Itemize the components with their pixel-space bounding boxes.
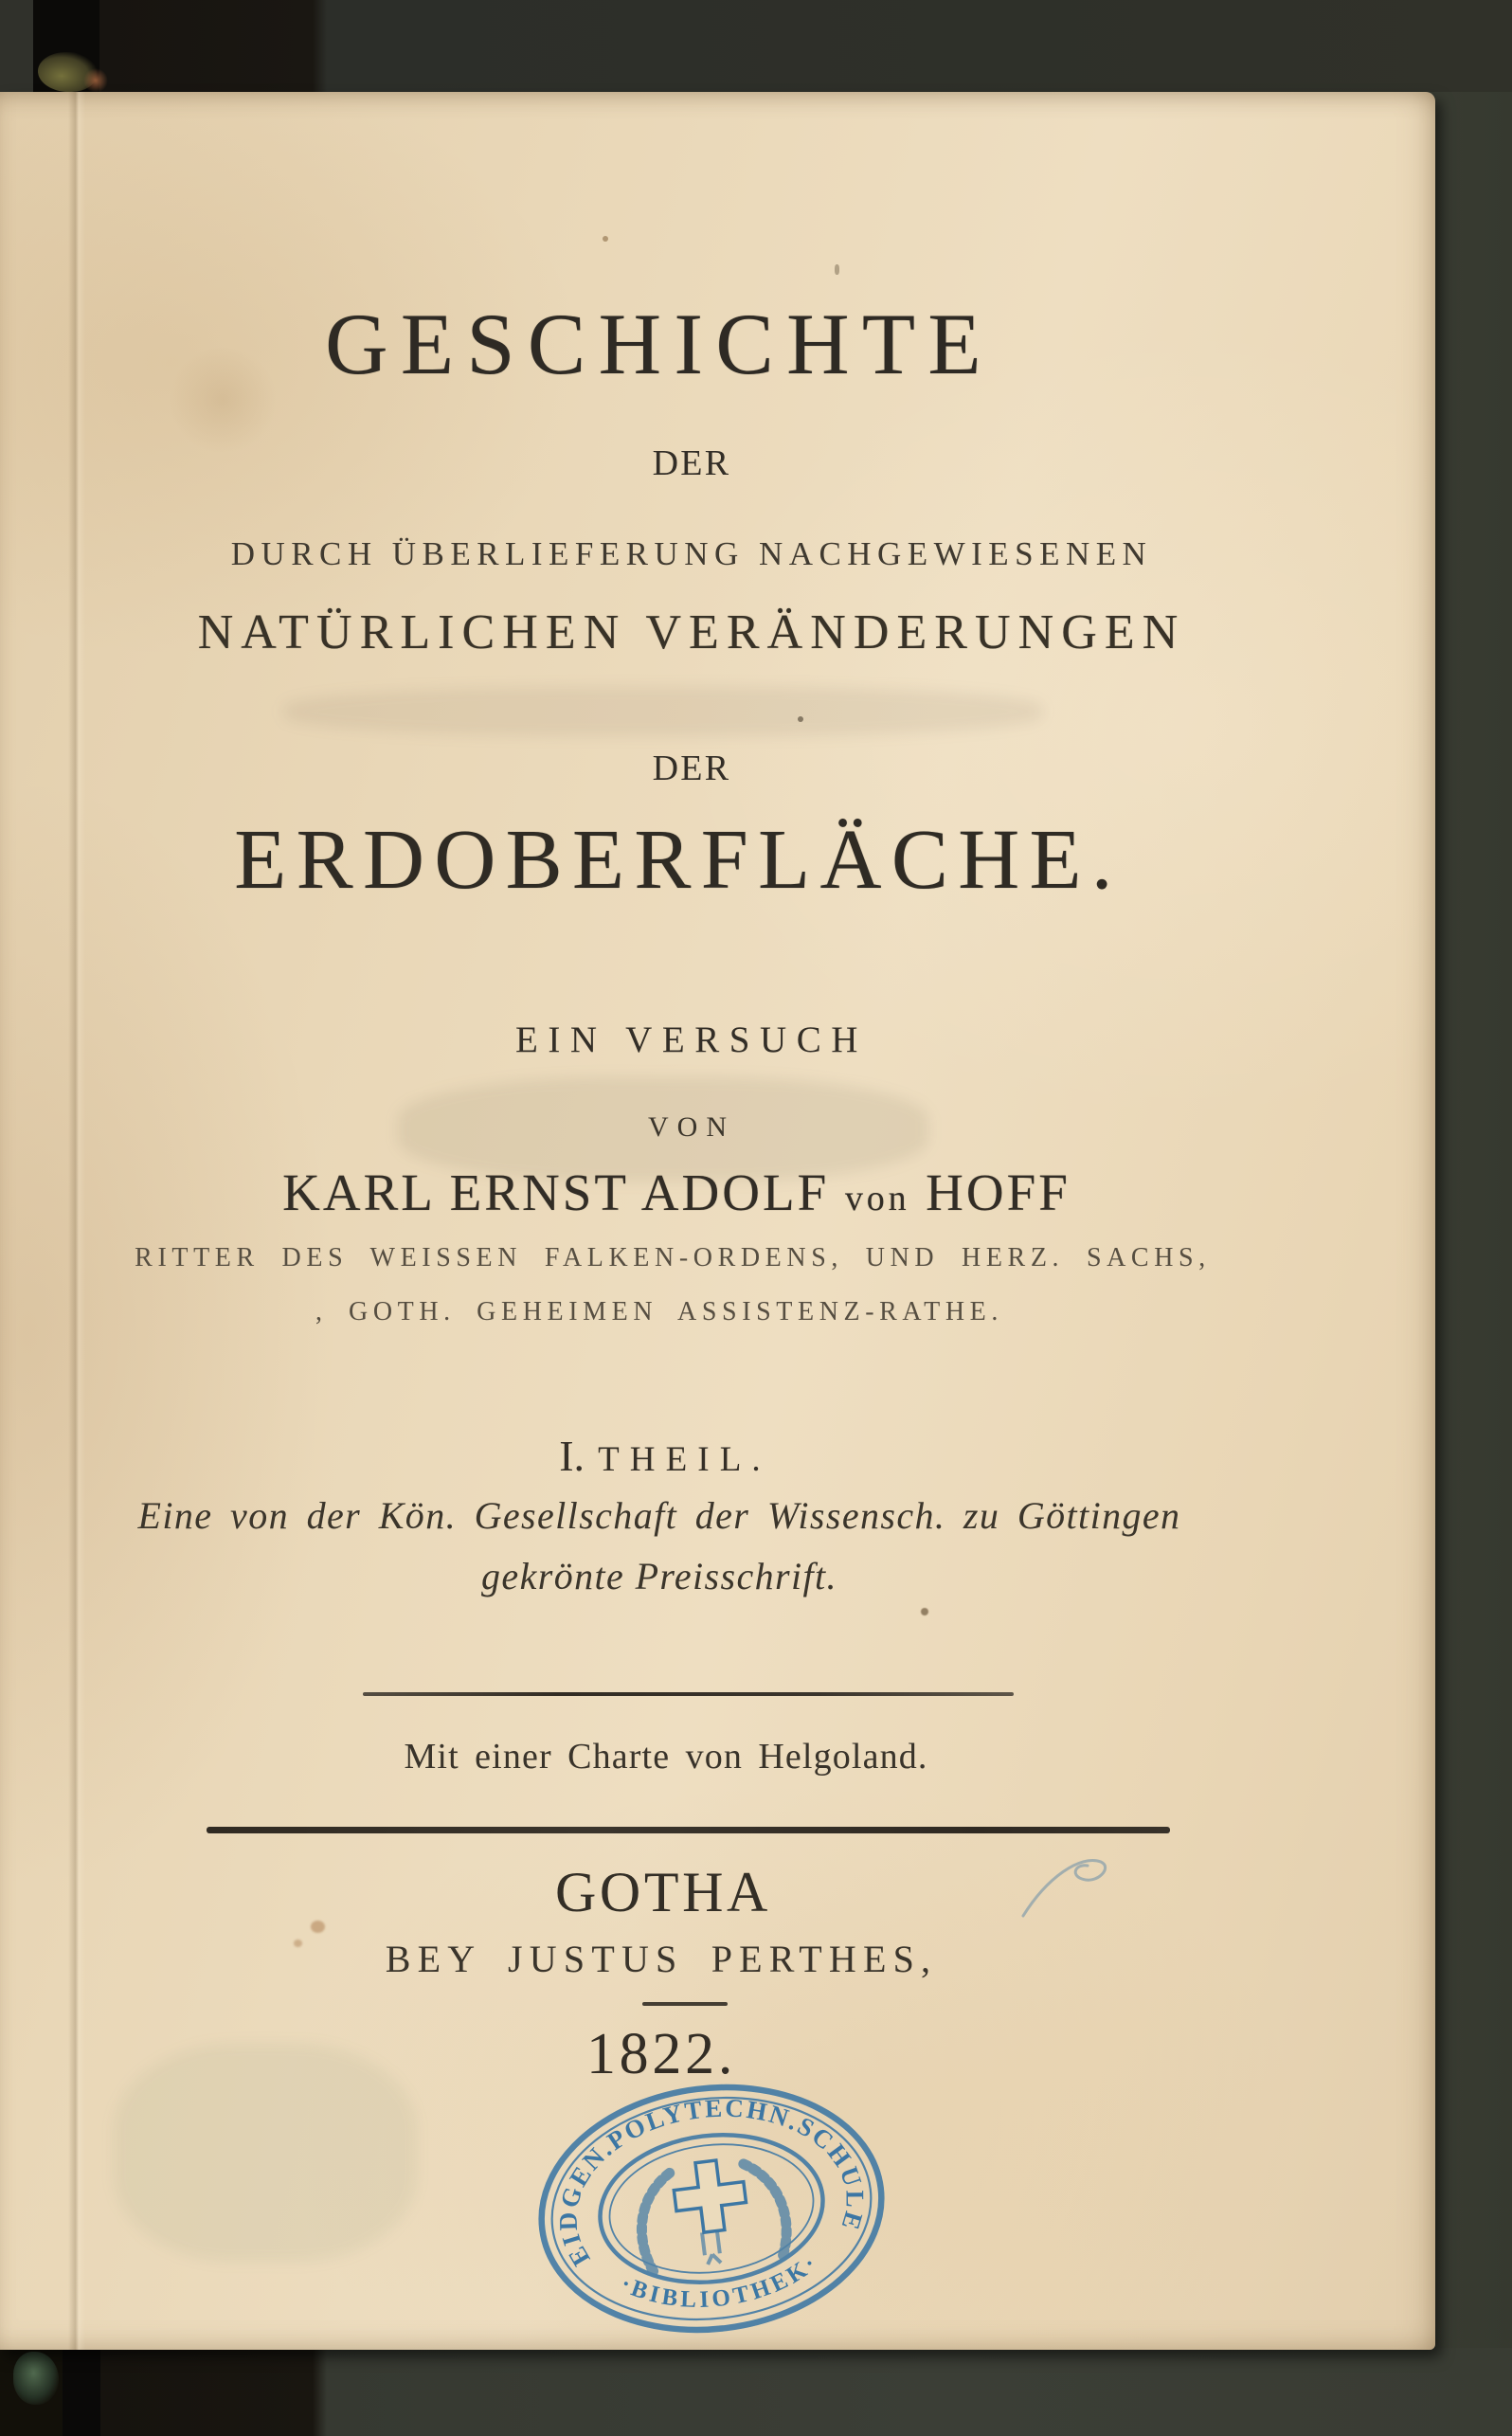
divider-rule-short: [642, 2002, 728, 2006]
prize-note-line-2: gekrönte Preisschrift.: [481, 1555, 837, 1597]
paper-speck: [603, 236, 608, 242]
imprint-year: 1822.: [585, 2022, 737, 2086]
by-word: VON: [648, 1111, 735, 1143]
subtitle-line-1: DURCH ÜBERLIEFERUNG NACHGEWIESENEN: [230, 535, 1153, 572]
paper-speck: [921, 1608, 928, 1615]
scan-background-bottom: [0, 2348, 1512, 2436]
part-label: [0, 1432, 1357, 1480]
book-title-secondary: ERDOBERFLÄCHE.: [234, 813, 1123, 907]
pen-squiggle: [881, 1826, 1127, 1940]
scan-background-top: [0, 0, 1512, 92]
author-first-names: KARL ERNST ADOLF: [282, 1164, 830, 1221]
essay-note: EIN VERSUCH: [515, 1020, 868, 1060]
paper-speck: [835, 264, 839, 275]
paper-stain: [311, 1921, 325, 1933]
prize-note-line-1: Eine von der Kön. Gesellschaft der Wissensch. zu Göttingen: [137, 1494, 1181, 1537]
paper-speck: [798, 716, 803, 722]
map-note: Mit einer Charte von Helgoland.: [404, 1737, 928, 1777]
page-crease: [68, 92, 85, 2350]
book-title-main: GESCHICHTE: [325, 296, 994, 392]
wreath-left: [635, 2172, 683, 2272]
part-numeral: I.: [559, 1432, 585, 1480]
imprint-publisher: BEY JUSTUS PERTHES,: [385, 1938, 938, 1980]
binding-residue-small: [83, 68, 108, 93]
author-von: von: [844, 1179, 910, 1218]
author-titles-line-2: , GOTH. GEHEIMEN ASSISTENZ-RATHE.: [315, 1297, 1003, 1326]
stamp-arc-bottom-text: ·BIBLIOTHEK·: [616, 2248, 824, 2314]
author-surname: HOFF: [926, 1164, 1071, 1221]
title-article-2: DER: [652, 749, 731, 788]
author-titles-line-1: RITTER DES WEISSEN FALKEN-ORDENS, UND HERZ. SACHS,: [135, 1243, 1211, 1272]
ribbon: [702, 2230, 721, 2265]
divider-rule-thin: [363, 1692, 1014, 1696]
title-page: [0, 92, 1435, 2350]
imprint-place: GOTHA: [555, 1861, 771, 1923]
wreath-right: [741, 2158, 789, 2259]
swiss-cross-icon: [671, 2157, 748, 2235]
subtitle-line-2: NATÜRLICHEN VERÄNDERUNGEN: [197, 605, 1186, 659]
part-word: THEIL.: [598, 1440, 771, 1479]
title-article-1: DER: [652, 443, 731, 483]
author-name: [0, 1164, 1368, 1221]
binding-residue-bottom: [13, 2352, 59, 2405]
show-through-smudge: [284, 687, 1042, 736]
library-stamp: [518, 2061, 905, 2356]
stamp-arc-top-text: EIDGEN.POLYTECHN.SCHULE: [553, 2093, 870, 2271]
